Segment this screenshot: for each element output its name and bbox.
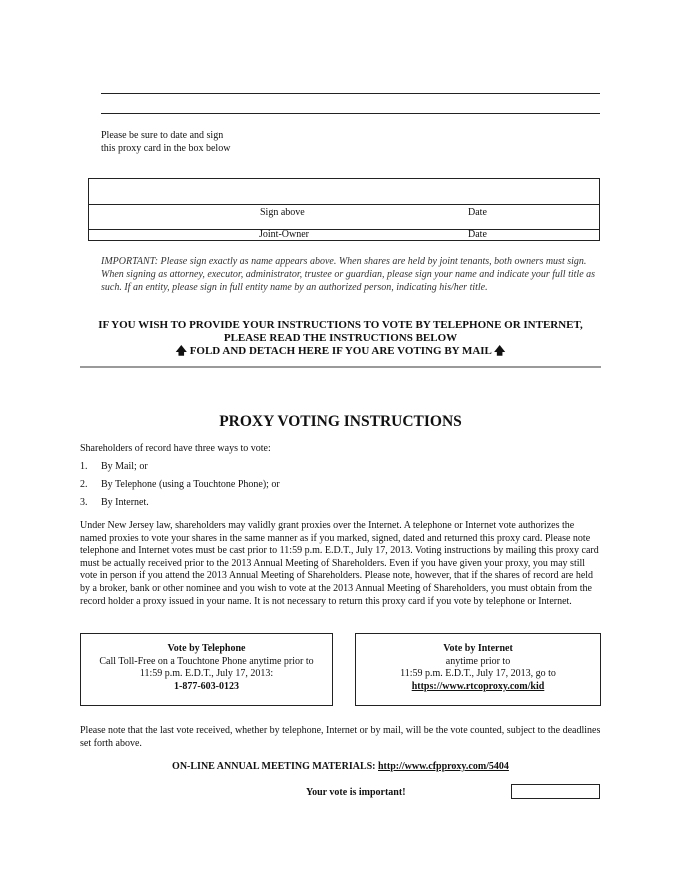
telephone-box — [80, 633, 333, 706]
joint-divider — [89, 229, 599, 230]
list-text: By Mail; or — [101, 461, 148, 472]
fold-notice — [80, 345, 601, 358]
sign-reminder-line1: Please be sure to date and sign — [101, 130, 224, 141]
up-arrow-icon: 🡅 — [494, 345, 506, 357]
internet-box — [355, 633, 601, 706]
vote-important-text: Your vote is important! — [306, 787, 406, 798]
blank-line-1 — [101, 93, 600, 94]
fold-line — [80, 366, 601, 368]
internet-line1: anytime prior to — [445, 655, 511, 667]
list-number: 3. — [80, 497, 88, 508]
closing-note: Please note that the last vote received, whether by telephone, Internet or by mail, will be the vote counted, subject to the deadlines set forth above. — [80, 725, 601, 749]
joint-owner-label: Joint-Owner — [259, 229, 309, 240]
fold-text: FOLD AND DETACH HERE IF YOU ARE VOTING BY MAIL — [189, 345, 492, 357]
signature-box — [88, 178, 600, 241]
body-paragraph: Under New Jersey law, shareholders may validly grant proxies over the Internet. A telephone or Internet vote authorizes the named proxies to vote your shares in the same manner as if you marked, signed, dated and returned this proxy card. Please note telephone and Internet votes must be cast prior to 11:59 p.m. E.D.T., July 17, 2013. Voting instructions by mailing this proxy card must be actually received prior to the 2013 Annual Meeting of Shareholders. Even if you have given your proxy, you may still vote in person if you attend the 2013 Annual Meeting of Shareholders. Please note, however, that if the shares of record are held by a broker, bank or other nominee and you wish to vote at the 2013 Annual Meeting of Shareholders, you must obtain from the record holder a proxy issued in your name. It is not necessary to return this proxy card if you vote by telephone or Internet. — [80, 520, 599, 607]
list-item — [80, 461, 148, 472]
telephone-line2: 11:59 p.m. E.D.T., July 17, 2013: — [139, 668, 274, 680]
sign-above-label: Sign above — [260, 207, 305, 218]
telephone-number[interactable]: 1-877-603-0123 — [174, 680, 239, 692]
list-item — [80, 497, 149, 508]
intro-text: Shareholders of record have three ways to vote: — [80, 443, 271, 454]
list-text: By Internet. — [101, 497, 149, 508]
list-item — [80, 479, 280, 490]
online-materials-link[interactable]: http://www.cfpproxy.com/5404 — [378, 761, 509, 772]
online-materials-label: ON-LINE ANNUAL MEETING MATERIALS: — [172, 761, 376, 772]
blank-line-2 — [101, 113, 600, 114]
instructions-notice — [80, 319, 601, 358]
telephone-line1: Call Toll-Free on a Touchtone Phone anytime prior to — [99, 655, 314, 667]
page-title: PROXY VOTING INSTRUCTIONS — [219, 413, 462, 430]
internet-line2: 11:59 p.m. E.D.T., July 17, 2013, go to — [400, 668, 556, 680]
internet-url-link[interactable]: https://www.rtcoproxy.com/kid — [411, 680, 545, 692]
sign-reminder-line2: this proxy card in the box below — [101, 143, 231, 154]
telephone-heading: Vote by Telephone — [167, 643, 246, 654]
list-number: 2. — [80, 479, 88, 490]
notice-line1: IF YOU WISH TO PROVIDE YOUR INSTRUCTIONS TO VOTE BY TELEPHONE OR INTERNET, — [98, 319, 583, 331]
important-note: IMPORTANT: Please sign exactly as name appears above. When shares are held by joint tenants, both owners must sign. When signing as attorney, executor, administrator, trustee or guardian, please sign your name and indicate your full title as such. If an entity, please sign in full entity name by an authorized person, indicating his/her title. — [101, 256, 596, 293]
online-materials — [80, 761, 601, 772]
signature-field[interactable] — [89, 179, 599, 205]
notice-line2: PLEASE READ THE INSTRUCTIONS BELOW — [223, 332, 458, 344]
control-box[interactable] — [511, 784, 600, 799]
date-label-1: Date — [468, 207, 487, 218]
date-label-2: Date — [468, 229, 487, 240]
list-number: 1. — [80, 461, 88, 472]
list-text: By Telephone (using a Touchtone Phone); or — [101, 479, 280, 490]
internet-heading: Vote by Internet — [443, 643, 513, 654]
sign-reminder — [101, 129, 230, 155]
up-arrow-icon: 🡅 — [175, 345, 187, 357]
